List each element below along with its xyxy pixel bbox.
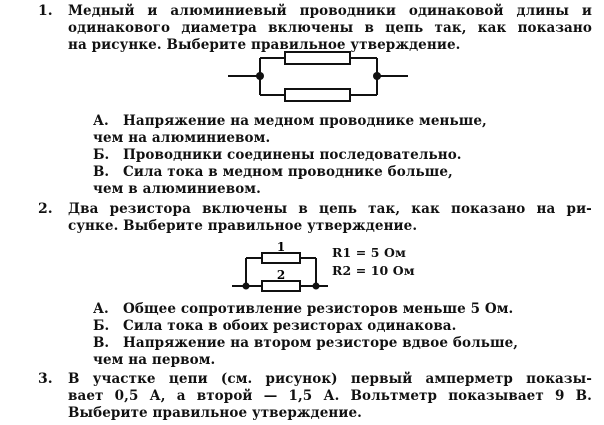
q1-option-b-letter: Б. [93,147,110,163]
question-3-line-3: Выберите правильное утверждение. [68,405,362,421]
question-2-line-2: сунке. Выберите правильное утверждение. [68,218,418,234]
q1-option-c-line-2: чем в алюминиевом. [93,181,261,197]
q2-option-c-letter: В. [93,335,110,351]
q2-option-a-line-1: Общее сопротивление резисторов меньше 5 Ом. [123,301,514,317]
question-3-number: 3. [38,371,53,387]
resistor-1-label: 1 [276,240,286,254]
question-1-number: 1. [38,3,53,19]
resistor-2-label: 2 [276,268,286,282]
question-3-line-1: В участке цепи (см. рисунок) первый амперметр показы- [68,371,592,387]
q1-option-b-line-1: Проводники соединены последовательно. [123,147,462,163]
q2-option-c-line-2: чем на первом. [93,352,216,368]
q1-option-a-line-1: Напряжение на медном проводнике меньше, [123,113,487,129]
question-1-line-2: одинакового диаметра включены в цепь так, как показано [68,20,592,36]
q2-option-c-line-1: Напряжение на втором резисторе вдвое больше, [123,335,519,351]
q1-option-c-letter: В. [93,164,110,180]
q1-option-c-line-1: Сила тока в медном проводнике больше, [123,164,453,180]
question-2-line-1: Два резистора включены в цепь так, как показано на ри- [68,201,592,217]
q1-option-a-letter: А. [93,113,109,129]
question-3-line-2: вает 0,5 А, а второй — 1,5 А. Вольтметр показывает 9 В. [68,388,592,404]
q2-option-a-letter: А. [93,301,109,317]
question-1-line-3: на рисунке. Выберите правильное утверждение. [68,37,461,53]
r2-value: R2 = 10 Ом [332,263,415,278]
resistor-2 [262,281,300,291]
question-1-line-1: Медный и алюминиевый проводники одинаковой длины и [68,3,592,19]
q2-option-b-line-1: Сила тока в обоих резисторах одинакова. [123,318,457,334]
q2-option-b-letter: Б. [93,318,110,334]
question-2-number: 2. [38,201,53,217]
r1-value: R1 = 5 Ом [332,245,406,260]
resistor-1 [262,253,300,263]
junction-left [243,283,250,290]
q1-option-a-line-2: чем на алюминиевом. [93,130,271,146]
junction-right [313,283,320,290]
